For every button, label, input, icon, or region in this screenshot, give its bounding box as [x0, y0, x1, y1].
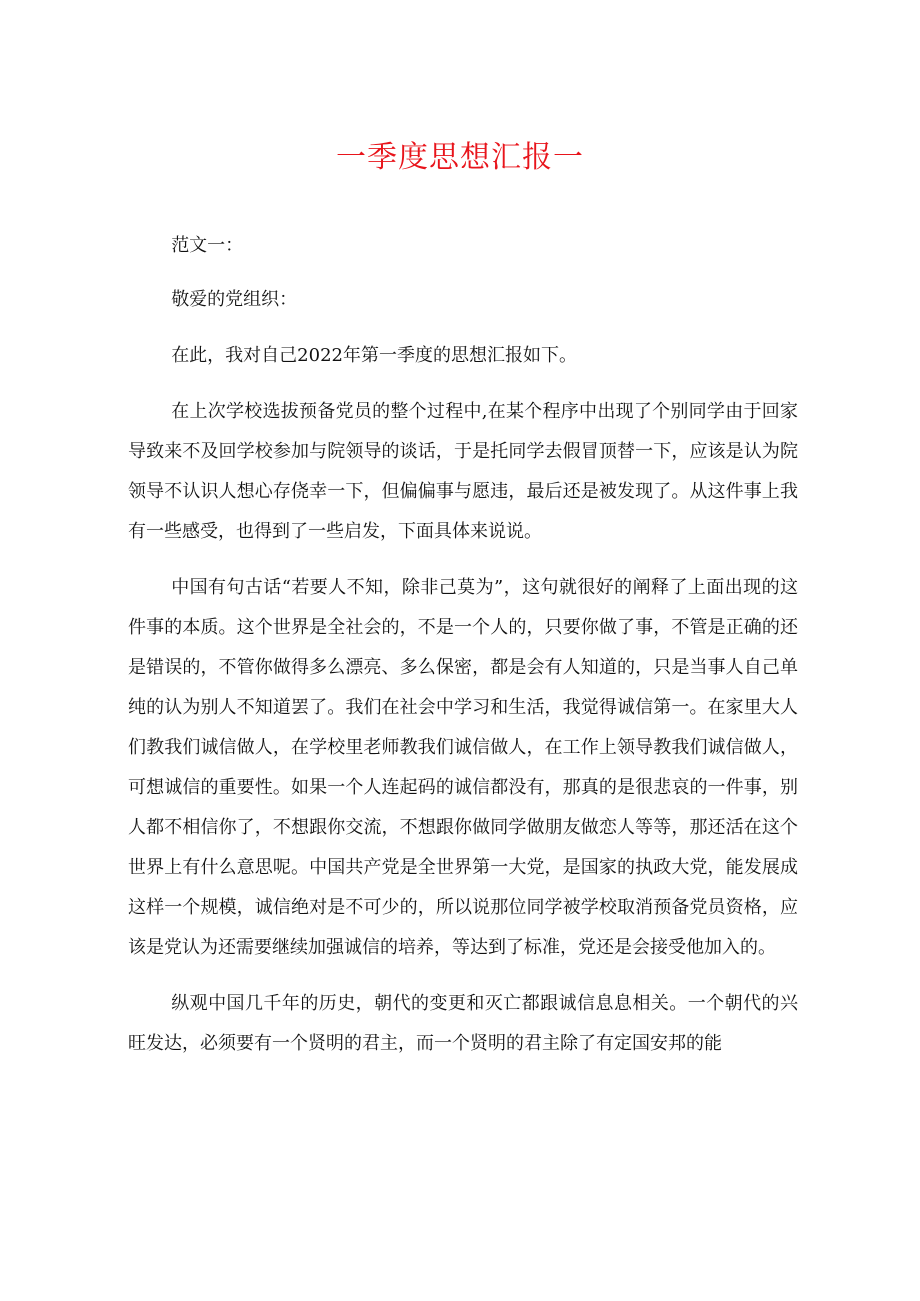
- paragraph-intro: 在此，我对自己2022年第一季度的思想汇报如下。: [171, 345, 577, 366]
- paragraph-sample-label: 范文一：: [171, 235, 244, 256]
- paragraph-salutation: 敬爱的党组织：: [171, 289, 298, 310]
- document-body: [128, 226, 798, 1080]
- document-title: 一季度思想汇报一: [336, 140, 584, 175]
- paragraph-integrity: 中国有句古话“若要人不知，除非己莫为”，这句就很好的阐释了上面出现的这件事的本质。这个世界是全社会的，不是一个人的，只要你做了事，不管是正确的还是错误的，不管你做得多么漂亮、多么保密，都是会有人知道的，只是当事人自己单纯的认为别人不知道罢了。我们在社会中学习和生活，我觉得诚信第一。在家里大人们教我们诚信做人，在学校里老师教我们诚信做人，在工作上领导教我们诚信做人，可想诚信的重要性。如果一个人连起码的诚信都没有，那真的是很悲哀的一件事，别人都不相信你了，不想跟你交流，不想跟你做同学做朋友做恋人等等，那还活在这个世界上有什么意思呢。中国共产党是全世界第一大党，是国家的执政大党，能发展成这样一个规模，诚信绝对是不可少的，所以说那位同学被学校取消预备党员资格，应该是党认为还需要继续加强诚信的培养，等达到了标准，党还是会接受他加入的。: [128, 577, 798, 958]
- paragraph-incident: 在上次学校选拔预备党员的整个过程中,在某个程序中出现了个别同学由于回家导致来不及回学校参加与院领导的谈话，于是托同学去假冒顶替一下，应该是认为院领导不认识人想心存侥幸一下，但偏偏事与愿违，最后还是被发现了。从这件事上我有一些感受，也得到了一些启发，下面具体来说说。: [128, 401, 798, 542]
- paragraph-history: 纵观中国几千年的历史，朝代的变更和灭亡都跟诚信息息相关。一个朝代的兴旺发达，必须要有一个贤明的君主，而一个贤明的君主除了有定国安邦的能: [128, 993, 798, 1054]
